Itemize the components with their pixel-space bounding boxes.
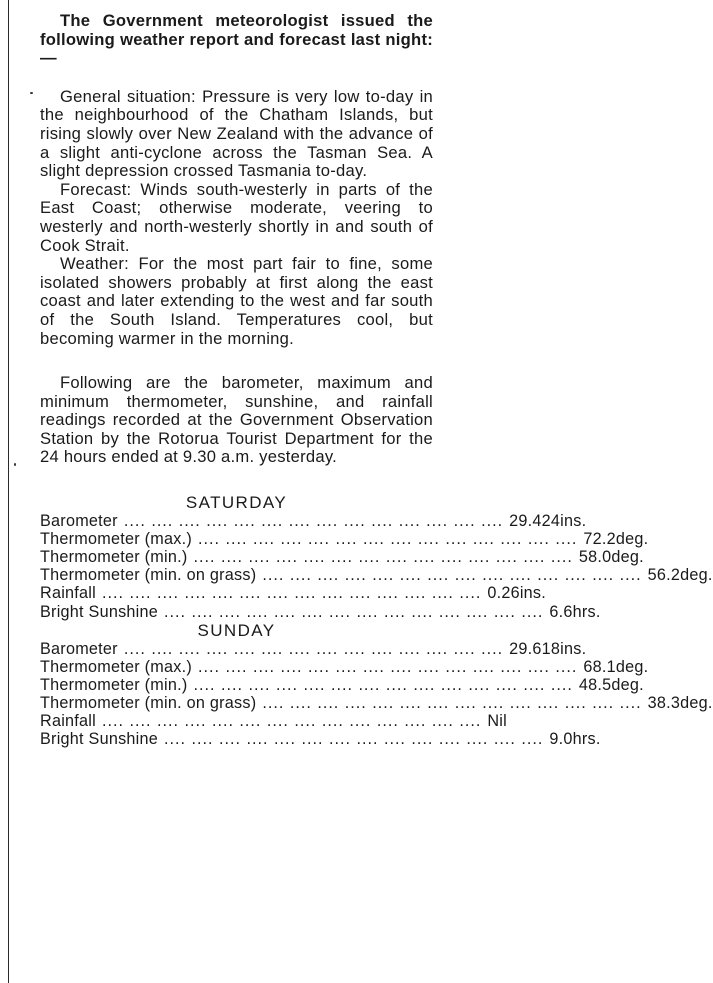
reading-label: Thermometer (min.) — [40, 675, 188, 694]
leader-dots: .... .... .... .... .... .... .... .... .... .... .... .... .... .... — [193, 675, 573, 694]
reading-label: Thermometer (min. on grass) — [40, 566, 257, 585]
reading-value: 72.2deg. — [583, 530, 649, 549]
sunday-readings-table — [40, 639, 713, 749]
leader-dots: .... .... .... .... .... .... .... .... .... .... .... .... .... .... — [123, 512, 504, 531]
reading-row — [40, 602, 601, 621]
reading-value: 56.2deg. — [647, 566, 713, 585]
print-speck — [30, 92, 33, 94]
print-speck — [14, 463, 16, 466]
reading-row — [40, 639, 587, 658]
leader-dots: .... .... .... .... .... .... .... .... .... .... .... .... .... .... — [198, 530, 578, 549]
article-column — [40, 11, 713, 749]
weather-paragraph: Weather: For the most part fair to fine, some isolated showers probably at first along the east coast and later extending to the west and far south of the South Island. Temperatures cool, but becoming warmer in the morning. — [40, 254, 433, 348]
general-situation-paragraph: General situation: Pressure is very low to-day in the neighbourhood of the Chatham Islands, but rising slowly over New Zealand with the advance of a slight anti-cyclone across the Tasman Sea. A slight depression crossed Tasmania to-day. — [40, 86, 433, 181]
reading-value: 38.3deg. — [647, 693, 713, 712]
reading-value: 29.618ins. — [509, 639, 587, 658]
reading-row — [40, 657, 649, 676]
saturday-readings-table — [40, 512, 713, 621]
reading-row — [40, 548, 644, 567]
spacer — [40, 348, 433, 374]
column-rule — [8, 0, 9, 983]
leader-dots: .... .... .... .... .... .... .... .... .... .... .... .... .... .... — [102, 712, 482, 730]
reading-row — [40, 566, 713, 585]
reading-value: 68.1deg. — [583, 657, 649, 676]
reading-value: 29.424ins. — [509, 512, 587, 531]
reading-row — [40, 530, 649, 549]
reading-value: 48.5deg. — [578, 675, 644, 694]
intro-paragraph: The Government meteorologist issued the following weather report and forecast last night:— — [40, 11, 433, 68]
reading-value: Nil — [487, 712, 507, 730]
reading-label: Barometer — [40, 639, 118, 658]
reading-value: 6.6hrs. — [549, 602, 601, 621]
reading-value: 0.26ins. — [487, 584, 547, 603]
reading-label: Bright Sunshine — [40, 730, 159, 749]
reading-row — [40, 675, 644, 694]
reading-label: Thermometer (min. on grass) — [40, 693, 257, 712]
forecast-paragraph: Forecast: Winds south-westerly in parts of the East Coast; otherwise moderate, veering to westerly and north-westerly shortly in and south of Cook Strait. — [40, 179, 433, 255]
leader-dots: .... .... .... .... .... .... .... .... .... .... .... .... .... .... — [164, 602, 544, 621]
saturday-heading: SATURDAY — [185, 493, 288, 513]
reading-row — [40, 730, 601, 749]
reading-label: Barometer — [40, 512, 118, 531]
reading-label: Bright Sunshine — [40, 602, 159, 621]
reading-row — [40, 693, 713, 712]
reading-label: Rainfall — [40, 712, 96, 730]
leader-dots: .... .... .... .... .... .... .... .... .... .... .... .... .... .... — [123, 639, 504, 658]
leader-dots: .... .... .... .... .... .... .... .... .... .... .... .... .... .... — [193, 548, 573, 567]
leader-dots: .... .... .... .... .... .... .... .... .... .... .... .... .... .... — [262, 566, 642, 585]
leader-dots: .... .... .... .... .... .... .... .... .... .... .... .... .... .... — [262, 693, 642, 712]
leader-dots: .... .... .... .... .... .... .... .... .... .... .... .... .... .... — [164, 730, 544, 749]
sunday-heading: SUNDAY — [197, 620, 276, 640]
reading-label: Rainfall — [40, 584, 96, 603]
reading-label: Thermometer (max.) — [40, 657, 193, 676]
reading-label: Thermometer (max.) — [40, 530, 193, 549]
readings-intro-paragraph: Following are the barometer, maximum and minimum thermometer, sunshine, and rainfall readings recorded at the Government Observation Station by the Rotorua Tourist Department for the 24 hours ended at 9.30 a.m. yesterday. — [40, 373, 433, 467]
spacer — [40, 68, 433, 88]
reading-value: 9.0hrs. — [549, 730, 601, 749]
leader-dots: .... .... .... .... .... .... .... .... .... .... .... .... .... .... — [102, 584, 482, 603]
reading-row — [40, 512, 587, 531]
reading-label: Thermometer (min.) — [40, 548, 188, 567]
reading-row — [40, 712, 507, 730]
reading-row — [40, 584, 547, 603]
leader-dots: .... .... .... .... .... .... .... .... .... .... .... .... .... .... — [198, 657, 578, 676]
reading-value: 58.0deg. — [578, 548, 644, 567]
spacer — [40, 467, 433, 493]
